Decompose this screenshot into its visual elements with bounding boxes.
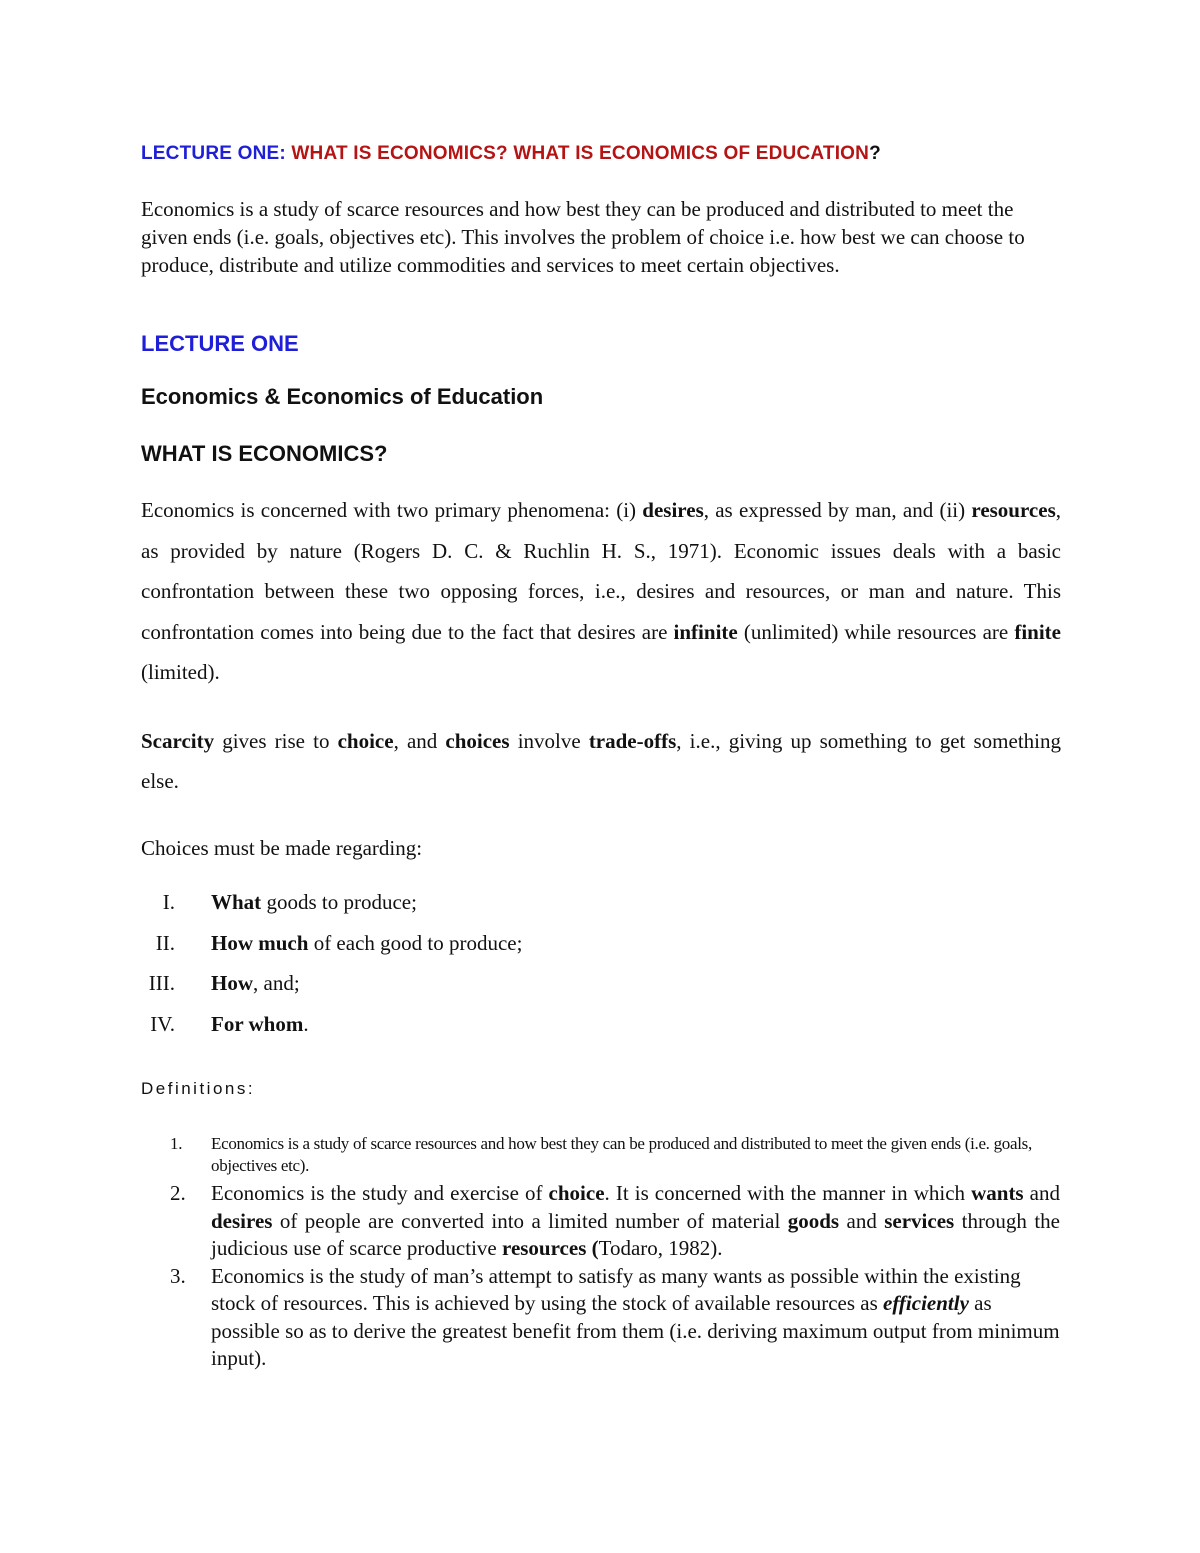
- list-item-number: IV.: [150, 1012, 175, 1037]
- definition-2-text-6: through the judicious use of scarce productive: [211, 1208, 1060, 1260]
- para2-text-5: (limited).: [141, 660, 220, 684]
- definitions-label: Definitions:: [141, 1079, 256, 1098]
- definition-2-text-3: and: [1023, 1181, 1060, 1205]
- choices-intro: Choices must be made regarding:: [141, 836, 423, 860]
- definition-2-text-5: and: [839, 1208, 885, 1233]
- para3-bold-choices: choices: [445, 729, 510, 753]
- list-item-text: .: [303, 1012, 309, 1037]
- para3-text-3: involve: [509, 729, 589, 753]
- definition-2-text-2: . It is concerned with the manner in which: [604, 1181, 972, 1205]
- title-question-economics: WHAT IS ECONOMICS?: [291, 143, 508, 164]
- para3-text-1: gives rise to: [214, 729, 338, 753]
- list-item-bold: For whom: [211, 1012, 304, 1037]
- definition-2-text-4: of people are converted into a limited number of material: [272, 1208, 788, 1233]
- para3-text-4: , i.e., giving up something to get something else.: [141, 729, 1061, 793]
- title-question-education: WHAT IS ECONOMICS OF EDUCATION: [513, 143, 870, 164]
- scarcity-paragraph: [141, 721, 1061, 801]
- definition-2-bold-resources: resources (: [502, 1236, 599, 1260]
- list-item: [170, 1133, 1060, 1177]
- heading-subject: Economics & Economics of Education: [141, 384, 544, 409]
- list-item-text: , and;: [253, 971, 300, 996]
- list-item: [170, 1263, 1060, 1373]
- definition-2-text-1: Economics is the study and exercise of: [211, 1181, 549, 1205]
- para3-bold-trade-offs: trade-offs: [588, 729, 677, 753]
- list-item-text: goods to produce;: [261, 890, 417, 914]
- desires-resources-paragraph: [141, 490, 1061, 693]
- para2-text-4: (unlimited) while resources are: [737, 619, 1015, 644]
- para2-text-2: , as expressed by man, and (ii): [703, 498, 972, 522]
- list-item-number: 3.: [170, 1263, 186, 1288]
- definition-3-bold-italic-efficiently: efficiently: [883, 1291, 969, 1315]
- para2-bold-infinite: infinite: [673, 619, 738, 644]
- title-lecture-label: LECTURE ONE: [141, 143, 280, 164]
- list-item: [170, 1180, 1060, 1263]
- para2-text-1: Economics is concerned with two primary phenomena: (i): [141, 498, 643, 522]
- definition-2-bold-wants: wants: [971, 1181, 1024, 1205]
- intro-paragraph: Economics is a study of scarce resources and how best they can be produced and distributed to meet the given ends (i.e. goals, objectives etc). This involves the problem of choice i.e. how best we can choose to produce, distribute and utilize commodities and services to meet certain objectives.: [141, 197, 1025, 277]
- heading-what-is-economics: WHAT IS ECONOMICS?: [141, 441, 388, 466]
- list-item-number: 2.: [170, 1181, 186, 1205]
- list-item-text: of each good to produce;: [308, 930, 523, 955]
- para2-bold-desires: desires: [642, 498, 704, 522]
- list-item-number: I.: [162, 890, 175, 914]
- para2-text-3: , as provided by nature (Rogers D. C. & Ruchlin H. S., 1971). Economic issues deals with a basic confrontation between these two opposing forces, i.e., desires and resources, or man and nature. This confrontation comes into being due to the fact that desires are: [141, 498, 1061, 644]
- list-item-bold: How: [211, 971, 253, 996]
- heading-lecture-one: LECTURE ONE: [141, 331, 299, 356]
- list-item-bold: How much: [211, 930, 309, 955]
- definition-2-bold-choice: choice: [548, 1181, 605, 1205]
- list-item: [141, 887, 1061, 928]
- definition-3-text-1: Economics is the study of man’s attempt to satisfy as many wants as possible within the existing stock of resources. This is achieved by using the stock of available resources as: [211, 1263, 1021, 1315]
- definition-3-text-2: as possible so as to derive the greatest benefit from them (i.e. deriving maximum output from minimum input).: [211, 1291, 1060, 1370]
- list-item: [141, 968, 1061, 1009]
- definitions-list: [170, 1133, 1060, 1373]
- title-colon: :: [279, 143, 292, 164]
- para3-bold-choice: choice: [337, 729, 394, 753]
- para3-text-2: , and: [393, 729, 446, 753]
- definition-2-bold-services: services: [884, 1208, 955, 1233]
- list-item-bold: What: [211, 890, 262, 914]
- list-item-number: 1.: [170, 1134, 183, 1153]
- definition-2-bold-goods: goods: [787, 1208, 840, 1233]
- para3-bold-scarcity: Scarcity: [141, 729, 215, 753]
- para2-bold-finite: finite: [1014, 619, 1061, 644]
- list-item-number: III.: [148, 971, 175, 996]
- list-item: [141, 928, 1061, 969]
- definition-2-bold-desires: desires: [211, 1208, 273, 1233]
- para2-bold-resources: resources: [971, 498, 1056, 522]
- choices-list: [141, 887, 1061, 1050]
- list-item-number: II.: [155, 930, 175, 955]
- list-item: [141, 1009, 1061, 1050]
- lecture-title: [141, 143, 1061, 165]
- title-question-mark: ?: [869, 143, 881, 164]
- definition-1-text: Economics is a study of scarce resources and how best they can be produced and distributed to meet the given ends (i.e. goals, objectives etc).: [211, 1134, 1032, 1175]
- definition-2-text-7: Todaro, 1982).: [598, 1236, 723, 1260]
